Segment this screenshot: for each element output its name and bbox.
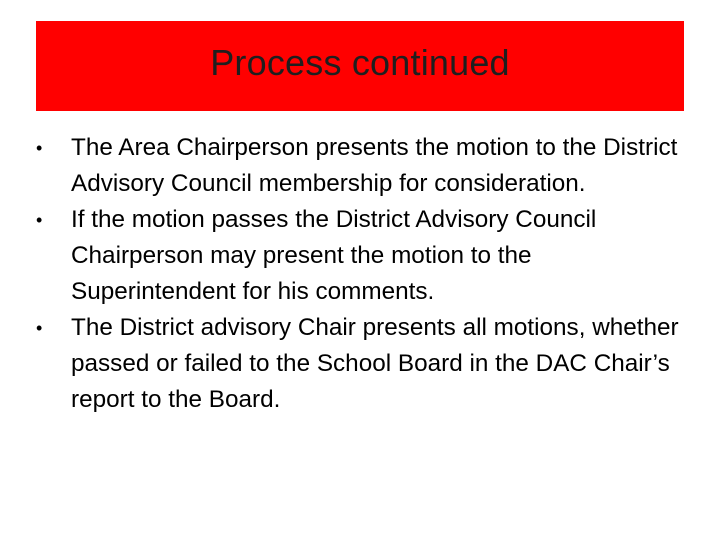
bullet-text: If the motion passes the District Advisory Council Chairperson may present the motion to the Superintendent for his comments. xyxy=(71,206,597,305)
bullet-item xyxy=(36,310,684,418)
bullet-list xyxy=(36,130,684,418)
bullet-text: The District advisory Chair presents all motions, whether passed or failed to the School Board in the DAC Chair’s report to the Board. xyxy=(71,314,679,413)
title-bar xyxy=(36,21,684,111)
bullet-item xyxy=(36,202,684,310)
bullet-dot-icon: • xyxy=(36,318,43,338)
bullet-text: The Area Chairperson presents the motion to the District Advisory Council membership for consideration. xyxy=(71,134,678,197)
bullet-dot-icon: • xyxy=(36,138,43,158)
bullet-item xyxy=(36,130,684,202)
slide-title: Process continued xyxy=(210,42,510,83)
bullet-dot-icon: • xyxy=(36,210,43,230)
